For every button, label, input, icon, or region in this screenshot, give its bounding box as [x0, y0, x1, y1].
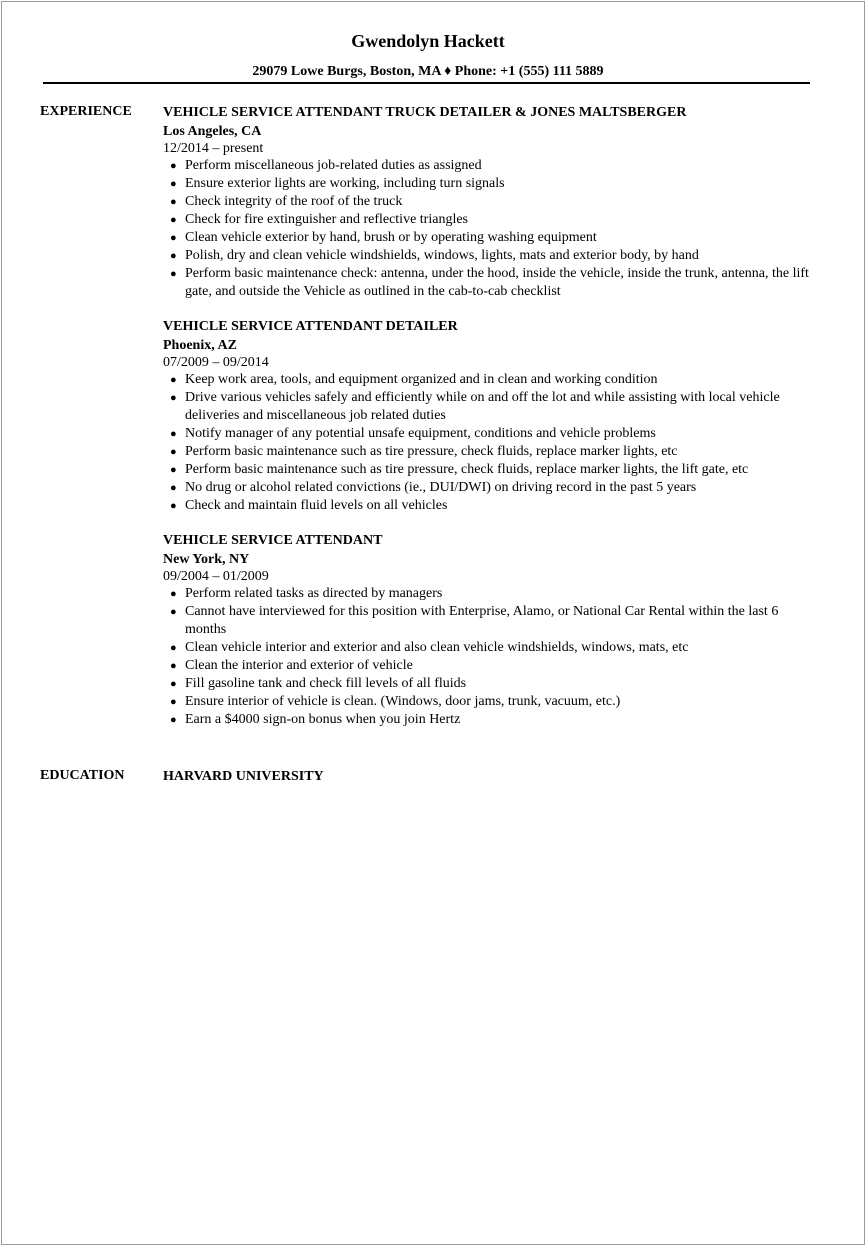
education-school: HARVARD UNIVERSITY	[163, 769, 324, 784]
bullet-icon: ●	[170, 428, 177, 440]
bullet-icon: ●	[170, 268, 177, 280]
duty-text: Check and maintain fluid levels on all vehicles	[185, 498, 448, 513]
duty-text: Perform basic maintenance such as tire pressure, check fluids, replace marker lights, etc	[185, 444, 678, 459]
duty-item	[163, 443, 823, 461]
experience-heading: EXPERIENCE	[40, 104, 132, 119]
header-divider	[43, 82, 810, 84]
resume-page	[1, 1, 865, 1245]
duty-text: Clean vehicle exterior by hand, brush or by operating washing equipment	[185, 230, 597, 245]
duty-item	[163, 711, 823, 729]
duty-text: Notify manager of any potential unsafe equipment, conditions and vehicle problems	[185, 426, 656, 441]
duty-item	[163, 211, 823, 229]
job-entry	[163, 318, 823, 515]
job-location: Los Angeles, CA	[163, 124, 262, 139]
job-location: New York, NY	[163, 552, 250, 567]
bullet-icon: ●	[170, 374, 177, 386]
duty-item	[163, 371, 823, 389]
bullet-icon: ●	[170, 214, 177, 226]
duty-text: Clean vehicle interior and exterior and also clean vehicle windshields, windows, mats, etc	[185, 640, 689, 655]
bullet-icon: ●	[170, 642, 177, 654]
duty-text: Polish, dry and clean vehicle windshields, windows, lights, mats and exterior body, by hand	[185, 248, 699, 263]
duty-text: Drive various vehicles safely and efficiently while on and off the lot and while assisting with local vehicle deliveries and miscellaneous job related duties	[185, 390, 780, 423]
duty-item	[163, 157, 823, 175]
experience-section	[163, 104, 823, 746]
duty-text: Check integrity of the roof of the truck	[185, 194, 403, 209]
duty-item	[163, 461, 823, 479]
job-title: VEHICLE SERVICE ATTENDANT TRUCK DETAILER & JONES MALTSBERGER	[163, 105, 687, 120]
bullet-icon: ●	[170, 606, 177, 618]
bullet-icon: ●	[170, 500, 177, 512]
duty-text: Perform miscellaneous job-related duties as assigned	[185, 158, 482, 173]
job-title: VEHICLE SERVICE ATTENDANT DETAILER	[163, 319, 458, 334]
duty-text: Cannot have interviewed for this position with Enterprise, Alamo, or National Car Rental within the last 6 months	[185, 604, 779, 637]
candidate-name: Gwendolyn Hackett	[351, 31, 505, 51]
duty-text: Earn a $4000 sign-on bonus when you join Hertz	[185, 712, 461, 727]
job-entry	[163, 104, 823, 301]
duty-item	[163, 425, 823, 443]
bullet-icon: ●	[170, 250, 177, 262]
bullet-icon: ●	[170, 588, 177, 600]
bullet-icon: ●	[170, 696, 177, 708]
bullet-icon: ●	[170, 678, 177, 690]
duty-text: No drug or alcohol related convictions (ie., DUI/DWI) on driving record in the past 5 years	[185, 480, 697, 495]
job-location: Phoenix, AZ	[163, 338, 237, 353]
bullet-icon: ●	[170, 178, 177, 190]
bullet-icon: ●	[170, 714, 177, 726]
contact-line: 29079 Lowe Burgs, Boston, MA ♦ Phone: +1 (555) 111 5889	[252, 64, 604, 79]
duty-text: Perform related tasks as directed by managers	[185, 586, 443, 601]
duty-text: Clean the interior and exterior of vehicle	[185, 658, 413, 673]
duty-item	[163, 639, 823, 657]
duty-item	[163, 193, 823, 211]
duty-item	[163, 603, 823, 639]
job-dates: 07/2009 – 09/2014	[163, 355, 269, 370]
bullet-icon: ●	[170, 482, 177, 494]
duty-text: Check for fire extinguisher and reflective triangles	[185, 212, 468, 227]
education-section	[163, 768, 823, 786]
bullet-icon: ●	[170, 660, 177, 672]
duties-list	[163, 157, 823, 301]
education-heading: EDUCATION	[40, 768, 125, 783]
bullet-icon: ●	[170, 196, 177, 208]
duty-item	[163, 229, 823, 247]
duty-text: Perform basic maintenance check: antenna, under the hood, inside the vehicle, inside the trunk, antenna, the lift gate, and outside the Vehicle as outlined in the cab-to-cab checklist	[185, 266, 809, 299]
duty-text: Keep work area, tools, and equipment organized and in clean and working condition	[185, 372, 658, 387]
duty-text: Fill gasoline tank and check fill levels of all fluids	[185, 676, 467, 691]
duty-item	[163, 389, 823, 425]
duty-item	[163, 479, 823, 497]
duty-text: Ensure exterior lights are working, including turn signals	[185, 176, 505, 191]
bullet-icon: ●	[170, 232, 177, 244]
job-entry	[163, 532, 823, 729]
bullet-icon: ●	[170, 160, 177, 172]
duty-item	[163, 497, 823, 515]
job-dates: 09/2004 – 01/2009	[163, 569, 269, 584]
duty-item	[163, 175, 823, 193]
duty-item	[163, 675, 823, 693]
duty-text: Ensure interior of vehicle is clean. (Windows, door jams, trunk, vacuum, etc.)	[185, 694, 621, 709]
duty-item	[163, 657, 823, 675]
job-dates: 12/2014 – present	[163, 141, 264, 156]
bullet-icon: ●	[170, 464, 177, 476]
bullet-icon: ●	[170, 446, 177, 458]
duty-text: Perform basic maintenance such as tire pressure, check fluids, replace marker lights, the lift gate, etc	[185, 462, 749, 477]
duties-list	[163, 371, 823, 515]
bullet-icon: ●	[170, 392, 177, 404]
duty-item	[163, 265, 823, 301]
duties-list	[163, 585, 823, 729]
duty-item	[163, 585, 823, 603]
duty-item	[163, 693, 823, 711]
job-title: VEHICLE SERVICE ATTENDANT	[163, 533, 383, 548]
duty-item	[163, 247, 823, 265]
